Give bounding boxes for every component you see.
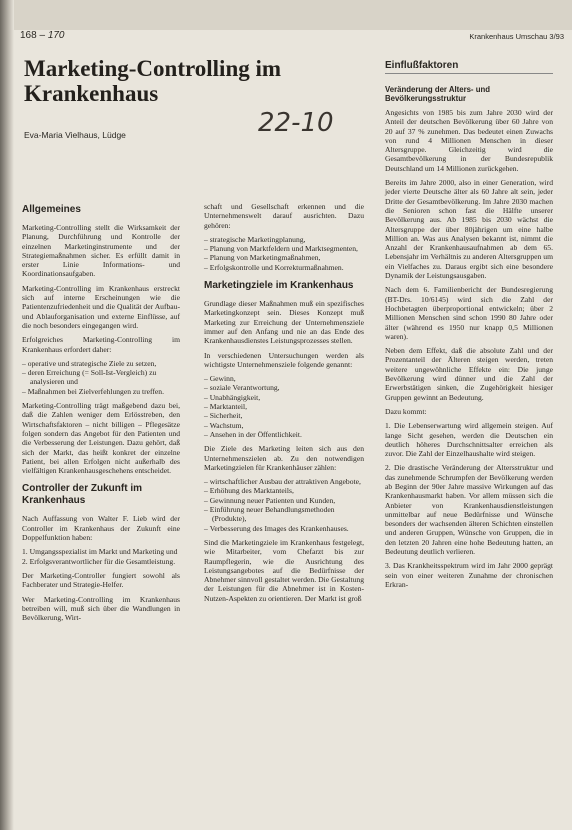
- bullet-list: [204, 235, 364, 272]
- scan-top-strip: [0, 0, 572, 30]
- list-item: – Sicherheit,: [204, 411, 364, 420]
- paragraph: 1. Die Lebenserwartung wird allgemein steigen. Auf lange Sicht gesehen, werden die Deutschen ein deutlich höheres Durchschnittsalter erreichen als zuvor. Die Zahl der Einzelhaushalte wird steigen.: [385, 421, 553, 459]
- paragraph: Bereits im Jahre 2000, also in einer Generation, wird jeder vierte Deutsche älter als 60 Jahre alt sein, jeder Dritte der Gesamtbevölkerung. Im Jahre 2030 machen die Senioren schon fast die Hälfte unserer Bevölkerung aus. Ab 1985 bis 2030 wächst die Altersgruppe der über 80jährigen um eine halbe Million an. Was aus Analysen bekannt ist, nimmt die Anzahl der Krankenhausaufnahmen ab dem 65. Lebensjahr im Verhältnis zu anderen Altersgruppen um ein Vielfaches zu. Daraus ergibt sich eine besondere Dynamik der Leistungsausgaben.: [385, 178, 553, 281]
- paragraph: Der Marketing-Controller fungiert sowohl als Fachberater und Strategie-Helfer.: [22, 570, 180, 590]
- paragraph: Angesichts von 1985 bis zum Jahre 2030 wird der Anteil der deutschen Bevölkerung über 60 Jahre von 20 auf 37 % zunehmen. Das bedeutet einen Zuwachs von rund 4 Millionen Menschen in dieser Altersgruppe. Gleichzeitig wird die Gesamtbevölkerung in der Bundesrepublik Deutschland um 14 Millionen zurückgehen.: [385, 108, 553, 173]
- bullet-list: [204, 477, 364, 533]
- paragraph: Wer Marketing-Controlling im Krankenhaus betreiben will, muß sich über die Wandlungen in Bevölkerung, Wirt-: [22, 594, 180, 623]
- handwritten-note: 22-10: [258, 108, 334, 138]
- paragraph: Marketing-Controlling im Krankenhaus erstreckt sich auf interne Erscheinungen wie die Patientenzufriedenheit und die Qualität der Aufbau- und Ablauforganisation und externe Einflüsse, auf die noch besonders eingegangen wird.: [22, 283, 180, 330]
- paragraph: Marketing-Controlling trägt maßgebend dazu bei, daß die Zahlen weniger dem Erlösstreben, den Wirtschaftsfaktoren – nicht billigen – Pflegesätze folgen sondern das Angebot für den Patienten und die Verbesserung der Leistungen. Dazu gehört, daß sich der Markt, das heißt konkret der einzelne Patient, bei allen Erfolgen nicht außerhalb des vielfältigen Krankenhausgeschehens entscheidet.: [22, 401, 180, 476]
- list-item: – Gewinn,: [204, 374, 364, 383]
- paragraph: Nach dem 6. Familienbericht der Bundesregierung (BT-Drs. 10/6145) wird sich die Zahl der Hochbetagten überproportional entwickeln; über 2 Millionen Menschen sind schon 1990 80 Jahre oder älter (während es 1950 nur knapp 0,5 Millionen waren).: [385, 285, 553, 341]
- list-item: 1. Umgangsspezialist im Markt und Marketing und: [22, 547, 178, 557]
- list-item: – Einführung neuer Behandlungsmethoden (Produkte),: [204, 505, 364, 524]
- paragraph: Dazu kommt:: [385, 406, 427, 416]
- paragraph: Erfolgreiches Marketing-Controlling im Krankenhaus erfordert daher:: [22, 335, 180, 354]
- paragraph: Sind die Marketingziele im Krankenhaus festgelegt, wie Mitarbeiter, vom Chefarzt bis zur Raumpflegerin, wie die Ausrichtung des Leistungsangebotes auf die Bedürfnisse der Abnehmer sinnvoll gestaltet werden. Die Gestaltung der Leistungen für die Abnehmer ist in Kosten-Nutzen-Aspekten zu orientieren. Der Markt ist groß: [204, 537, 364, 603]
- paragraph: Nach Auffassung von Walter F. Lieb wird der Controller im Krankenhaus der Zukunft eine Doppelfunktion haben:: [22, 514, 180, 543]
- bullet-list: [204, 374, 364, 439]
- column-3: [385, 85, 553, 594]
- list-item: – operative und strategische Ziele zu setzen,: [22, 359, 180, 368]
- paragraph: Die Ziele des Marketing leiten sich aus den Unternehmenszielen ab. Zu den notwendigen Marketingzielen für Krankenhäuser zählen:: [204, 444, 364, 472]
- paragraph: 3. Das Krankheitsspektrum wird im Jahr 2000 geprägt sein von einer weiteren Zunahme der chronischen Erkran-: [385, 561, 553, 589]
- section-heading: Allgemeines: [22, 204, 81, 215]
- paragraph: 2. Die drastische Veränderung der Altersstruktur und das zunehmende Schrumpfen der Bevölkerung werden ab Beginn der 90er Jahre massive Wirkungen auf das Krankenhausmarkt haben. Vor allem müssen sich die Anbieter von Krankenhausdienstleistungen unmittelbar auf neue Bedürfnisse und Wünsche besonders der wachsenden älteren Schichten einstellen und anderen Gruppen, Wünsche von Gruppen, die in den letzten 20 Jahren eine hohe Bedeutung hatten, an Bedeutung deutlich verlieren.: [385, 463, 553, 557]
- list-item: – Maßnahmen bei Zielverfehlungen zu treffen.: [22, 387, 180, 396]
- list-item: – Planung von Marketingmaßnahmen,: [204, 253, 364, 262]
- list-item: – Erfolgskontrolle und Korrekturmaßnahmen.: [204, 263, 364, 272]
- subheading: Veränderung der Alters- und Bevölkerungsstruktur: [385, 85, 490, 103]
- column-2: [204, 202, 364, 608]
- list-item: – Verbesserung des Images des Krankenhauses.: [204, 524, 364, 533]
- numbered-list: [22, 547, 180, 566]
- list-item: – deren Erreichung (= Soll-Ist-Vergleich) zu analysieren und: [22, 368, 180, 387]
- section-heading: Einflußfaktoren: [385, 60, 459, 71]
- divider: [385, 73, 553, 74]
- article-title: Marketing-Controlling im Krankenhaus: [24, 56, 282, 106]
- column-1: [22, 196, 180, 627]
- section-heading: Marketingziele im Krankenhaus: [204, 280, 354, 292]
- section-heading: Controller der Zukunft im Krankenhaus: [22, 483, 142, 507]
- paragraph: Grundlage dieser Maßnahmen muß ein spezifisches Marketingkonzept sein. Dieses Konzept muß Marketing zur Erreichung der Unternehmensziele immer auf den Anfang und nie an das Ende des Krankenhausdienstes Leistungsprozesses stellen.: [204, 299, 364, 346]
- author-line: Eva-Maria Vielhaus, Lüdge: [24, 130, 126, 140]
- paragraph: In verschiedenen Untersuchungen werden als wichtigste Unternehmensziele folgende genannt:: [204, 350, 364, 369]
- list-item: – soziale Verantwortung,: [204, 383, 364, 392]
- scan-binding-shadow: [0, 0, 14, 830]
- bullet-list: [22, 359, 180, 396]
- page-number: 168 – 170: [20, 30, 65, 41]
- list-item: – Wachstum,: [204, 421, 364, 430]
- list-item: – Marktanteil,: [204, 402, 364, 411]
- paragraph: Marketing-Controlling stellt die Wirksamkeit der Planung, Durchführung und Kontrolle der einzelnen Marketinginstrumente und der Strategiemaßnahmen sicher. Es erfüllt damit in erster Linie Informations- und Koordinationsaufgaben.: [22, 223, 180, 279]
- list-item: – Gewinnung neuer Patienten und Kunden,: [204, 496, 364, 505]
- paragraph: schaft und Gesellschaft erkennen und die Unternehmenswelt darauf ausrichten. Dazu gehören:: [204, 202, 364, 230]
- paragraph: Neben dem Effekt, daß die absolute Zahl und der Prozentanteil der Älteren steigen werden, treten weitere ungewöhnliche Effekte ein: Die junge Bevölkerung wird dünner und die Zahl der Erwerbstätigen sinken, die Zugehörigkeit hiesiger Gruppen gewinnt an Bedeutung.: [385, 346, 553, 402]
- list-item: 2. Erfolgsverantwortlicher für die Gesamtleistung.: [22, 556, 176, 566]
- list-item: – Erhöhung des Marktanteils,: [204, 486, 364, 495]
- list-item: – Ansehen in der Öffentlichkeit.: [204, 430, 364, 439]
- list-item: – strategische Marketingplanung,: [204, 235, 364, 244]
- list-item: – Unabhängigkeit,: [204, 393, 364, 402]
- journal-header: Krankenhaus Umschau 3/93: [469, 32, 564, 41]
- list-item: – wirtschaftlicher Ausbau der attraktiven Angebote,: [204, 477, 364, 486]
- list-item: – Planung von Marktfeldern und Marktsegmenten,: [204, 244, 364, 253]
